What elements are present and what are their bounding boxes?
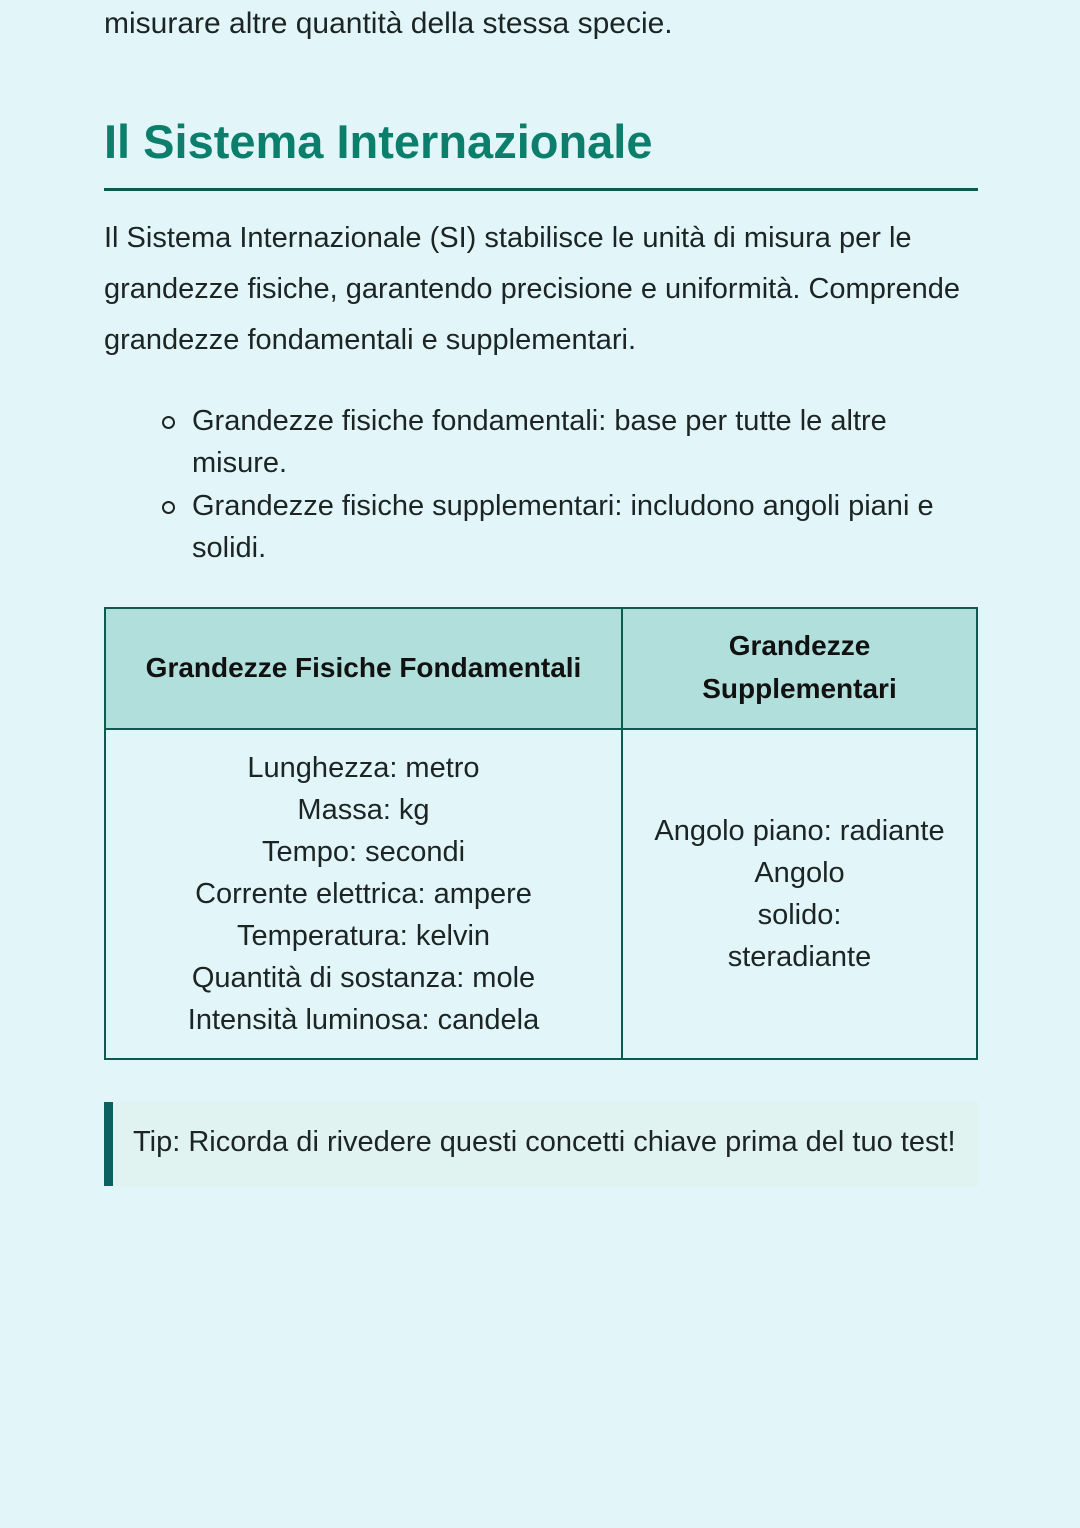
tip-text: Tip: Ricorda di rivedere questi concetti chiave prima del tuo test! [133, 1126, 956, 1158]
document-page [104, 0, 978, 1186]
cell-supplementary-units [622, 729, 977, 1059]
unit-solid-angle: Angolo solido: steradiante [727, 857, 872, 973]
list-item-text: Grandezze fisiche supplementari: includono angoli piani e solidi. [192, 490, 934, 564]
list-item [192, 485, 978, 569]
unit-length: Lunghezza: metro [247, 752, 480, 784]
table-row [105, 729, 977, 1059]
unit-luminous-intensity: Intensità luminosa: candela [187, 1004, 540, 1036]
table-header-row [105, 608, 977, 729]
header-supplementary: Grandezze Supplementari [622, 608, 977, 729]
bullet-list [104, 400, 978, 569]
section-title: Il Sistema Internazionale [104, 110, 978, 191]
header-fundamental: Grandezze Fisiche Fondamentali [105, 608, 622, 729]
circle-bullet-icon [162, 416, 175, 429]
si-units-table [104, 607, 978, 1060]
unit-plane-angle: Angolo piano: radiante [654, 815, 945, 847]
unit-temperature: Temperatura: kelvin [236, 920, 491, 952]
unit-amount: Quantità di sostanza: mole [191, 962, 536, 994]
circle-bullet-icon [162, 501, 175, 514]
cell-fundamental-units [105, 729, 622, 1059]
unit-time: Tempo: secondi [261, 836, 466, 868]
list-item-text: Grandezze fisiche fondamentali: base per tutte le altre misure. [192, 405, 887, 479]
list-item [192, 400, 978, 484]
unit-mass: Massa: kg [297, 794, 430, 826]
intro-text-tail: misurare altre quantità della stessa specie. [104, 7, 673, 40]
section-paragraph: Il Sistema Internazionale (SI) stabilisce le unità di misura per le grandezze fisiche, garantendo precisione e uniformità. Comprende grandezze fondamentali e supplementari. [104, 222, 960, 356]
tip-callout [104, 1102, 978, 1186]
unit-current: Corrente elettrica: ampere [195, 878, 532, 910]
